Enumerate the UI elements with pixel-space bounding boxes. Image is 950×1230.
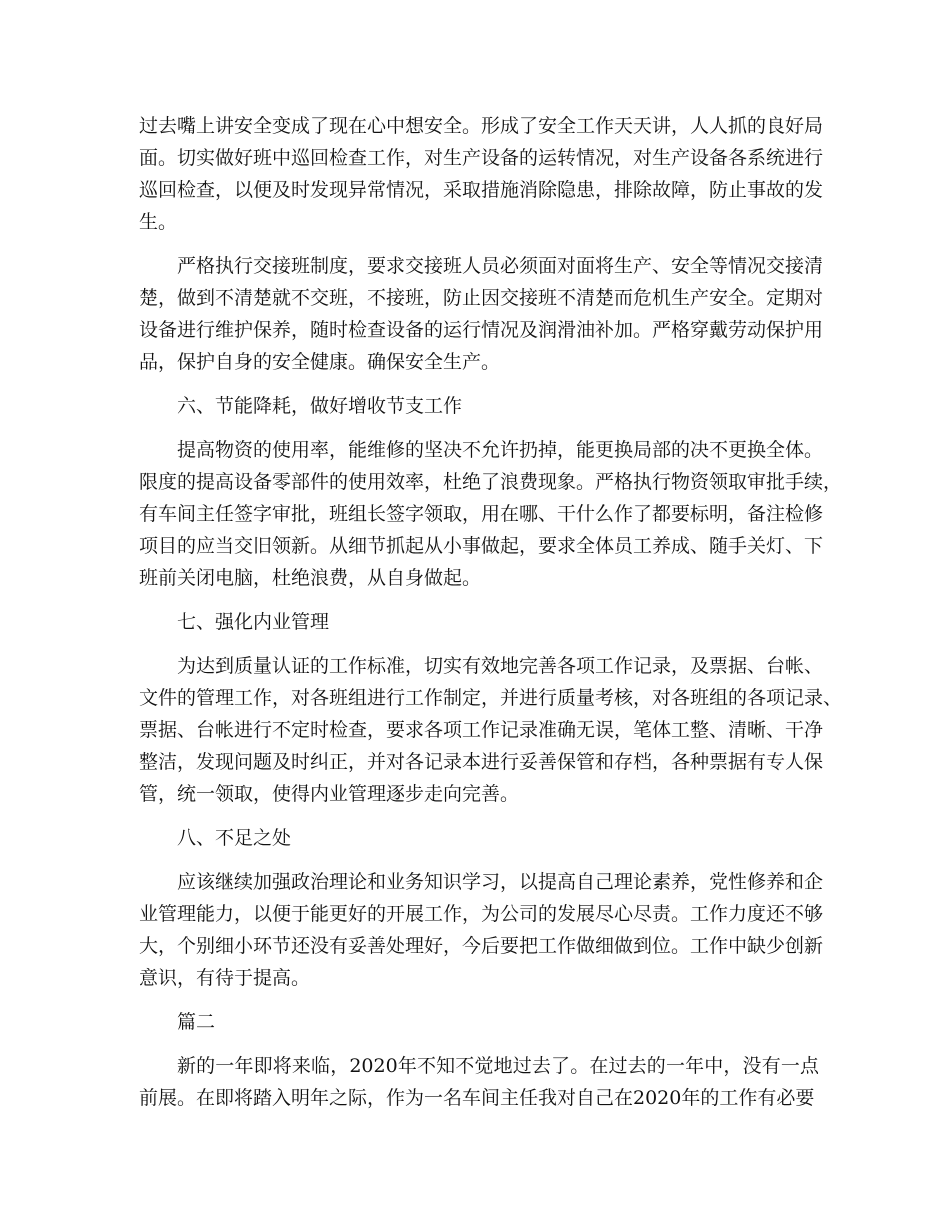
text-line: 巡回检查，以便及时发现异常情况，采取措施消除隐患，排除故障，防止事故的发 [139, 179, 824, 201]
paragraph [139, 650, 843, 810]
paragraph [139, 110, 824, 238]
paragraph [139, 1050, 819, 1114]
text-line: 前展。在即将踏入明年之际，作为一名车间主任我对自己在2020年的工作有必要 [139, 1087, 815, 1109]
text-line: 六、节能降耗，做好增收节支工作 [177, 395, 463, 417]
text-line: 品，保护自身的安全健康。确保安全生产。 [139, 351, 501, 373]
text-line: 八、不足之处 [177, 827, 292, 849]
text-line: 篇二 [177, 1011, 216, 1033]
text-line: 为达到质量认证的工作标准，切实有效地完善各项工作记录，及票据、台帐、 [177, 655, 824, 677]
text-line: 生。 [139, 211, 178, 233]
text-line: 楚，做到不清楚就不交班，不接班，防止因交接班不清楚而危机生产安全。定期对 [139, 287, 824, 309]
text-line: 大，个别细小环节还没有妥善处理好，今后要把工作做细做到位。工作中缺少创新 [139, 935, 824, 957]
document-body [139, 110, 843, 1114]
paragraph [139, 822, 819, 854]
text-line: 限度的提高设备零部件的使用效率，杜绝了浪费现象。严格执行物资领取审批手续， [139, 471, 843, 493]
text-line: 管，统一领取，使得内业管理逐步走向完善。 [139, 783, 520, 805]
text-line: 应该继续加强政治理论和业务知识学习，以提高自己理论素养，党性修养和企 [177, 871, 824, 893]
text-line: 提高物资的使用率，能维修的坚决不允许扔掉，能更换局部的决不更换全体。 [177, 439, 824, 461]
text-line: 整洁，发现问题及时纠正，并对各记录本进行妥善保管和存档，各种票据有专人保 [139, 751, 824, 773]
text-line: 文件的管理工作，对各班组进行工作制定，并进行质量考核，对各班组的各项记录、 [139, 687, 843, 709]
text-line: 票据、台帐进行不定时检查，要求各项工作记录准确无误，笔体工整、清晰、干净 [139, 719, 824, 741]
text-line: 七、强化内业管理 [177, 611, 330, 633]
paragraph [139, 866, 824, 994]
paragraph [139, 606, 819, 638]
text-line: 面。切实做好班中巡回检查工作，对生产设备的运转情况，对生产设备各系统进行 [139, 147, 824, 169]
text-line: 有车间主任签字审批，班组长签字领取，用在哪、干什么作了都要标明，备注检修 [139, 503, 824, 525]
text-line: 严格执行交接班制度，要求交接班人员必须面对面将生产、安全等情况交接清 [177, 255, 824, 277]
paragraph [139, 250, 824, 378]
text-line: 意识，有待于提高。 [139, 967, 311, 989]
text-line: 班前关闭电脑，杜绝浪费，从自身做起。 [139, 567, 482, 589]
text-line: 业管理能力，以便于能更好的开展工作，为公司的发展尽心尽责。工作力度还不够 [139, 903, 824, 925]
text-line: 新的一年即将来临，2020年不知不觉地过去了。在过去的一年中，没有一点 [177, 1055, 819, 1077]
paragraph [139, 434, 843, 594]
paragraph [139, 390, 819, 422]
text-line: 设备进行维护保养，随时检查设备的运行情况及润滑油补加。严格穿戴劳动保护用 [139, 319, 824, 341]
text-line: 项目的应当交旧领新。从细节抓起从小事做起，要求全体员工养成、随手关灯、下 [139, 535, 824, 557]
paragraph [139, 1006, 819, 1038]
text-line: 过去嘴上讲安全变成了现在心中想安全。形成了安全工作天天讲，人人抓的良好局 [139, 115, 824, 137]
